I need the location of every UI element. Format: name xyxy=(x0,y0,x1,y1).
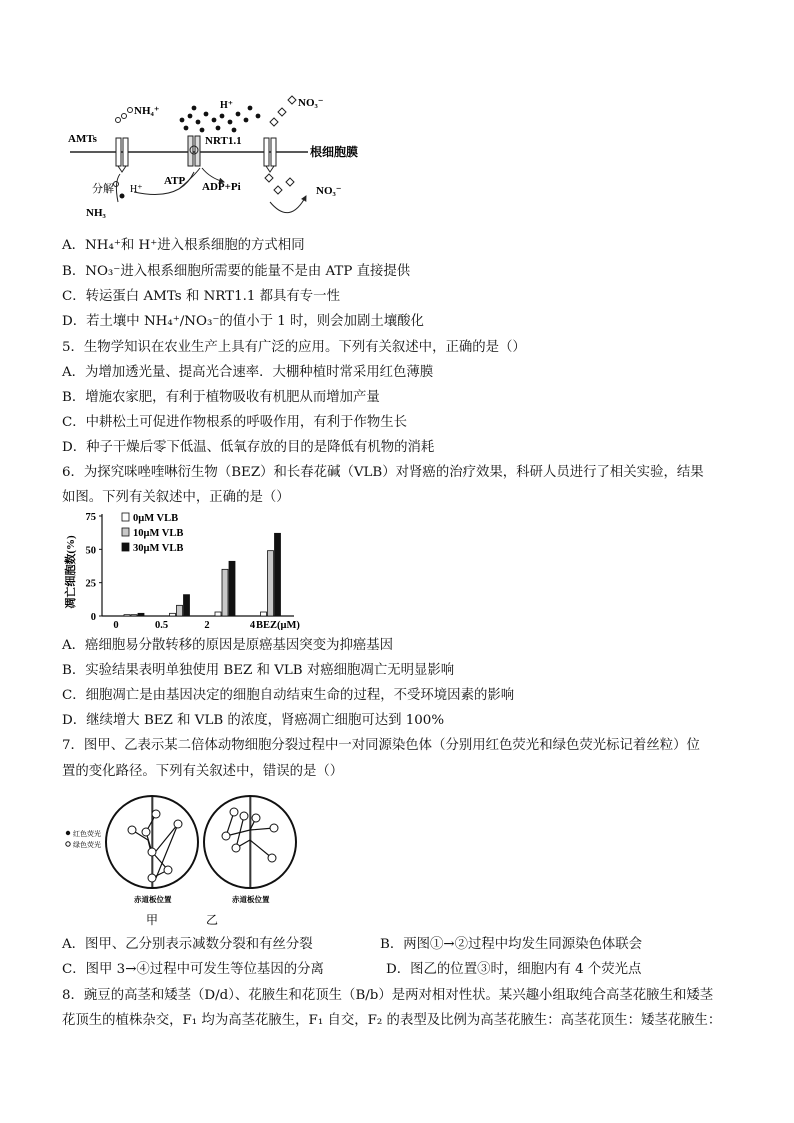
no3-lower-label: NO₃⁻ xyxy=(316,185,342,197)
bar xyxy=(131,615,137,616)
membrane-transport-figure xyxy=(60,92,380,222)
amts-transporter-icon xyxy=(116,138,128,172)
q4-option-b: B．NO₃⁻进入根系细胞所需要的能量不是由 ATP 直接提供 xyxy=(62,264,411,279)
nrt-transporter-icon xyxy=(188,136,200,166)
q8-line2: 花顶生的植株杂交，F₁ 均为高茎花腋生，F₁ 自交，F₂ 的表型及比例为高茎花腋生：高茎花顶生：矮茎花腋生： xyxy=(62,1013,722,1028)
nh4-label: NH₄⁺ xyxy=(134,105,160,117)
bar xyxy=(177,605,183,616)
plate-label-yi: 赤道板位置 xyxy=(232,895,270,904)
y-tick-label: 50 xyxy=(85,545,96,557)
q5-option-d: D．种子干燥后零下低温、低氧存放的目的是降低有机物的消耗 xyxy=(62,440,435,455)
legend-swatch xyxy=(122,543,129,551)
plate-label-jia: 赤道板位置 xyxy=(134,895,172,904)
q5-option-c: C．中耕松土可促进作物根系的呼吸作用，有利于作物生长 xyxy=(62,415,408,430)
cell-jia xyxy=(106,796,198,888)
legend-red-fluorescence: 红色荧光 xyxy=(73,830,101,838)
q4-option-c: C．转运蛋白 AMTs 和 NRT1.1 都具有专一性 xyxy=(62,289,340,304)
bar xyxy=(215,612,221,616)
q8-line1: 8．豌豆的高茎和矮茎（D/d）、花腋生和花顶生（B/b）是两对相对性状。某兴趣小组取纯合高茎花腋生和矮茎 xyxy=(62,988,714,1003)
bar xyxy=(138,613,144,616)
q5-stem: 5．生物学知识在农业生产上具有广泛的应用。下列有关叙述中，正确的是（） xyxy=(62,340,526,355)
legend-label: 0μM VLB xyxy=(133,513,179,524)
chromosome-path-figure xyxy=(60,790,320,932)
bar xyxy=(275,533,281,616)
q6-stem-line2: 如图。下列有关叙述中，正确的是（） xyxy=(62,490,290,505)
x-tick-label: 0.5 xyxy=(154,620,169,630)
bar xyxy=(268,551,274,616)
q7-option-d: D．图乙的位置③时，细胞内有 4 个荧光点 xyxy=(386,962,642,977)
chart-y-label: 凋亡细胞数(%) xyxy=(65,535,77,609)
bar xyxy=(261,612,267,616)
bar xyxy=(229,561,235,616)
adp-label: ADP+Pi xyxy=(202,181,241,193)
q6-stem-line1: 6．为探究咪唑喹啉衍生物（BEZ）和长春花碱（VLB）对肾癌的治疗效果，科研人员进行了相关实验，结果 xyxy=(62,465,704,480)
q6-option-d: D．继续增大 BEZ 和 VLB 的浓度，肾癌凋亡细胞可达到 100% xyxy=(62,713,445,728)
q5-option-a: A．为增加透光量、提高光合速率．大棚种植时常采用红色薄膜 xyxy=(62,365,434,380)
cell-yi xyxy=(204,796,296,888)
no3-label: NO₃⁻ xyxy=(298,97,324,109)
fenjie-label: 分解 xyxy=(92,183,114,195)
nitrate-transporter-icon xyxy=(264,138,276,172)
caption-yi: 乙 xyxy=(206,913,219,927)
q6-option-a: A．癌细胞易分散转移的原因是原癌基因突变为抑癌基因 xyxy=(62,638,394,653)
x-tick-label: 4 xyxy=(249,620,256,630)
legend-swatch xyxy=(122,513,129,521)
q5-option-b: B．增施农家肥，有利于植物吸收有机肥从而增加产量 xyxy=(62,390,380,405)
h-lower-label: H⁺ xyxy=(130,184,143,195)
q6-option-c: C．细胞凋亡是由基因决定的细胞自动结束生命的过程，不受环境因素的影响 xyxy=(62,688,515,703)
x-tick-label: 0 xyxy=(113,620,119,630)
legend-label: 30μM VLB xyxy=(133,543,184,554)
legend-label: 10μM VLB xyxy=(133,528,184,539)
nh3-label: NH₃ xyxy=(86,207,106,219)
bar xyxy=(184,595,190,616)
bar xyxy=(222,569,228,616)
chart-x-label: BEZ(μM) xyxy=(256,620,300,630)
legend-swatch xyxy=(122,528,129,536)
caption-jia: 甲 xyxy=(146,913,159,927)
q7-stem-line1: 7．图甲、乙表示某二倍体动物细胞分裂过程中一对同源染色体（分别用红色荧光和绿色荧光标记着丝粒）位 xyxy=(62,738,700,753)
q7-stem-line2: 置的变化路径。下列有关叙述中，错误的是（） xyxy=(62,764,344,779)
q7-option-b: B．两图①→②过程中均发生同源染色体联会 xyxy=(380,937,643,952)
q7-option-a: A．图甲、乙分别表示减数分裂和有丝分裂 xyxy=(62,937,313,952)
q4-option-a: A．NH₄⁺和 H⁺进入根系细胞的方式相同 xyxy=(62,238,305,253)
q4-option-d: D．若土壤中 NH₄⁺/NO₃⁻的值小于 1 时，则会加剧土壤酸化 xyxy=(62,314,424,329)
y-tick-label: 25 xyxy=(85,578,96,590)
y-tick-label: 0 xyxy=(90,612,96,623)
q7-option-c: C．图甲 3→④过程中可发生等位基因的分离 xyxy=(62,962,324,977)
h-label: H⁺ xyxy=(220,100,234,111)
nrt-label: NRT1.1 xyxy=(205,135,242,147)
apoptosis-bar-chart xyxy=(60,508,310,630)
bar xyxy=(124,615,130,616)
bar xyxy=(170,613,176,616)
atp-label: ATP xyxy=(164,175,186,187)
y-tick-label: 75 xyxy=(85,512,96,523)
q6-option-b: B．实验结果表明单独使用 BEZ 和 VLB 对癌细胞凋亡无明显影响 xyxy=(62,663,455,678)
amts-label: AMTs xyxy=(68,133,97,145)
legend-green-fluorescence: 绿色荧光 xyxy=(73,841,101,849)
x-tick-label: 2 xyxy=(204,620,210,630)
membrane-label: 根细胞膜 xyxy=(310,145,359,159)
